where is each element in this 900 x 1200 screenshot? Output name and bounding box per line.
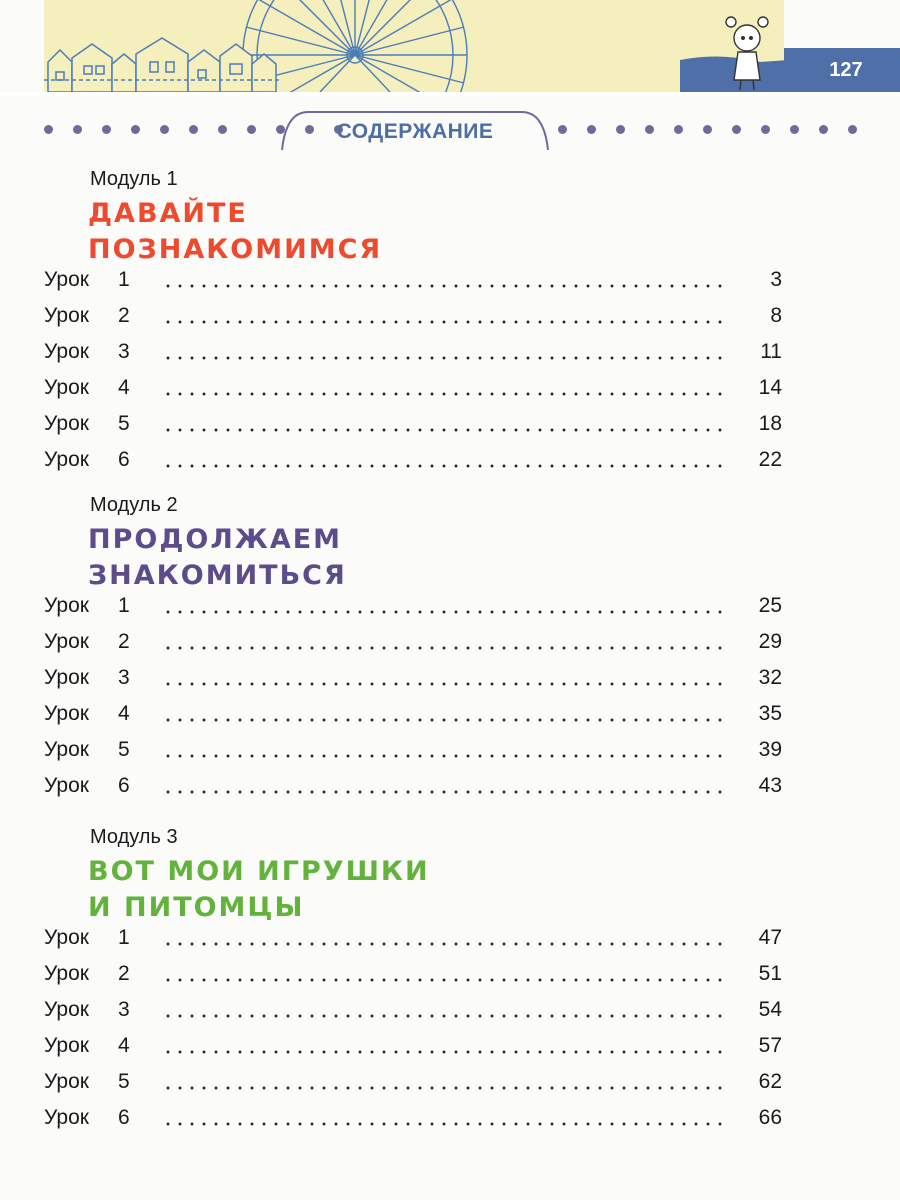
toc-entry — [0, 408, 900, 444]
module-title-line: ДАВАЙТЕ — [88, 198, 248, 229]
lesson-label: Урок — [44, 702, 89, 725]
lesson-label: Урок — [44, 738, 89, 761]
dot-leader — [162, 1014, 724, 1018]
lesson-list — [0, 590, 900, 806]
lesson-number: 5 — [118, 1070, 130, 1093]
lesson-page-number: 35 — [758, 702, 782, 725]
lesson-page-number: 66 — [758, 1106, 782, 1129]
lesson-page-number: 43 — [758, 774, 782, 797]
toc-entry — [0, 1102, 900, 1138]
lesson-page-number: 57 — [758, 1034, 782, 1057]
module-title-line: ВОТ МОИ ИГРУШКИ — [88, 856, 430, 887]
dot-leader — [162, 790, 724, 794]
lesson-label: Урок — [44, 340, 89, 363]
lesson-page-number: 11 — [760, 340, 782, 363]
toc-entry — [0, 444, 900, 480]
lesson-list — [0, 264, 900, 480]
toc-entry — [0, 994, 900, 1030]
lesson-page-number: 25 — [758, 594, 782, 617]
lesson-page-number: 32 — [758, 666, 782, 689]
toc-entry — [0, 264, 900, 300]
lesson-label: Урок — [44, 412, 89, 435]
lesson-number: 6 — [118, 774, 130, 797]
lesson-label: Урок — [44, 376, 89, 399]
lesson-label: Урок — [44, 962, 89, 985]
lesson-number: 5 — [118, 412, 130, 435]
page-number: 127 — [829, 59, 863, 81]
lesson-label: Урок — [44, 268, 89, 291]
dot-leader — [162, 646, 724, 650]
lesson-number: 4 — [118, 1034, 130, 1057]
toc-entry — [0, 958, 900, 994]
toc-entry — [0, 336, 900, 372]
lesson-page-number: 3 — [770, 268, 782, 291]
lesson-label: Урок — [44, 774, 89, 797]
dot-leader — [162, 978, 724, 982]
lesson-list — [0, 922, 900, 1138]
toc-entry — [0, 372, 900, 408]
lesson-label: Урок — [44, 998, 89, 1021]
toc-entry — [0, 698, 900, 734]
dot-leader — [162, 428, 724, 432]
dot-leader — [162, 320, 724, 324]
module-label: Модуль 1 — [90, 168, 178, 190]
lesson-label: Урок — [44, 304, 89, 327]
lesson-page-number: 14 — [758, 376, 782, 399]
lesson-number: 2 — [118, 962, 130, 985]
lesson-label: Урок — [44, 1034, 89, 1057]
lesson-label: Урок — [44, 1106, 89, 1129]
lesson-page-number: 39 — [758, 738, 782, 761]
lesson-label: Урок — [44, 448, 89, 471]
dot-leader — [162, 284, 724, 288]
toc-entry — [0, 626, 900, 662]
lesson-label: Урок — [44, 1070, 89, 1093]
decorative-dots-right — [558, 125, 857, 134]
module-label: Модуль 2 — [90, 494, 178, 516]
dot-leader — [162, 392, 724, 396]
lesson-page-number: 29 — [758, 630, 782, 653]
lesson-number: 3 — [118, 666, 130, 689]
toc-entry — [0, 1030, 900, 1066]
lesson-page-number: 47 — [758, 926, 782, 949]
dot-leader — [162, 356, 724, 360]
dot-leader — [162, 718, 724, 722]
module-title-line: ПОЗНАКОМИМСЯ — [88, 234, 383, 265]
module-title — [88, 196, 382, 268]
dot-leader — [162, 754, 724, 758]
lesson-number: 1 — [118, 594, 130, 617]
dot-leader — [162, 1050, 724, 1054]
module-title-line: ПРОДОЛЖАЕМ — [88, 524, 343, 555]
dot-leader — [162, 610, 724, 614]
lesson-page-number: 22 — [758, 448, 782, 471]
toc-heading: СОДЕРЖАНИЕ — [336, 120, 494, 143]
lesson-number: 4 — [118, 376, 130, 399]
lesson-label: Урок — [44, 666, 89, 689]
dot-leader — [162, 464, 724, 468]
toc-entry — [0, 590, 900, 626]
lesson-label: Урок — [44, 594, 89, 617]
lesson-page-number: 51 — [758, 962, 782, 985]
dot-leader — [162, 942, 724, 946]
lesson-page-number: 8 — [770, 304, 782, 327]
lesson-number: 2 — [118, 630, 130, 653]
lesson-number: 3 — [118, 998, 130, 1021]
dot-leader — [162, 1086, 724, 1090]
lesson-number: 2 — [118, 304, 130, 327]
toc-entry — [0, 662, 900, 698]
module-title — [88, 854, 430, 926]
header-illustration — [0, 0, 900, 96]
module-label: Модуль 3 — [90, 826, 178, 848]
lesson-number: 1 — [118, 926, 130, 949]
lesson-page-number: 54 — [758, 998, 782, 1021]
module-title-line: ЗНАКОМИТЬСЯ — [88, 560, 347, 591]
lesson-number: 4 — [118, 702, 130, 725]
lesson-number: 6 — [118, 448, 130, 471]
module-title — [88, 522, 347, 594]
module-title-line: И ПИТОМЦЫ — [88, 892, 305, 923]
toc-entry — [0, 770, 900, 806]
toc-entry — [0, 734, 900, 770]
lesson-page-number: 18 — [758, 412, 782, 435]
toc-entry — [0, 922, 900, 958]
page-header — [0, 0, 900, 96]
lesson-label: Урок — [44, 926, 89, 949]
dot-leader — [162, 682, 724, 686]
lesson-number: 6 — [118, 1106, 130, 1129]
lesson-label: Урок — [44, 630, 89, 653]
lesson-number: 1 — [118, 268, 130, 291]
dot-leader — [162, 1122, 724, 1126]
lesson-page-number: 62 — [758, 1070, 782, 1093]
toc-entry — [0, 300, 900, 336]
lesson-number: 3 — [118, 340, 130, 363]
lesson-number: 5 — [118, 738, 130, 761]
toc-entry — [0, 1066, 900, 1102]
